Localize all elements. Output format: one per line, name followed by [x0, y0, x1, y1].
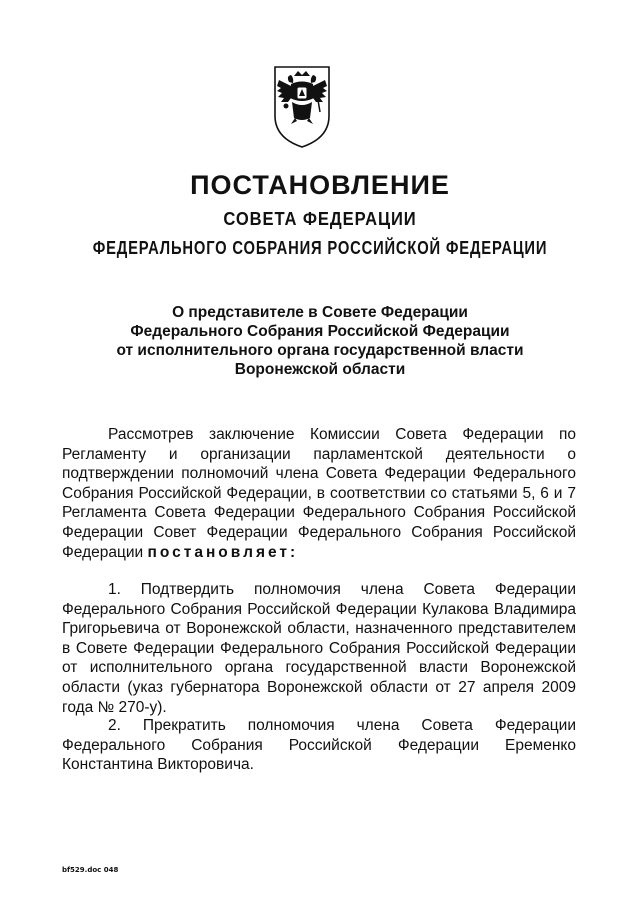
subject-line: от исполнительного органа государственной власти [116, 342, 524, 359]
preamble-text: Рассмотрев заключение Комиссии Совета Федерации по Регламенту и организации парламентской деятельности о подтверждении полномочий члена Совета Федерации Федерального Собрания Российской Федерации, в соответствии со статьями 5, 6 и 7 Регламента Совета Федерации Федерального Собрания Российской Федерации Совет Федерации Федерального Собрания Российской Федерации [62, 426, 576, 561]
resolution-verb: постановляет: [147, 543, 299, 561]
subject-line: Воронежской области [234, 361, 406, 378]
document-type-title: ПОСТАНОВЛЕНИЕ [190, 170, 450, 200]
russian-double-headed-eagle-icon [272, 64, 332, 150]
subject-line: О представителе в Совете Федерации [172, 304, 468, 321]
resolution-item-2: 2. Прекратить полномочия члена Совета Федерации Федерального Собрания Российской Федерации Еременко Константина Викторовича. [62, 717, 576, 774]
issuing-body-line-1: СОВЕТА ФЕДЕРАЦИИ [223, 209, 417, 229]
subject-line: Федерального Собрания Российской Федерации [130, 323, 510, 340]
document-file-code: bf529.doc 048 [62, 866, 119, 874]
document-subject [0, 303, 640, 379]
issuing-body-line-2: ФЕДЕРАЛЬНОГО СОБРАНИЯ РОССИЙСКОЙ ФЕДЕРАЦИИ [92, 238, 548, 258]
resolution-item-1: 1. Подтвердить полномочия члена Совета Федерации Федерального Собрания Российской Федерации Кулакова Владимира Григорьевича от Воронежской области, назначенного представителем в Совете Федерации Федерального Собрания Российской Федерации от исполнительного органа государственной власти Воронежской области (указ губернатора Воронежской области от 27 апреля 2009 года № 270-у). [62, 581, 576, 716]
preamble-paragraph [62, 425, 576, 562]
